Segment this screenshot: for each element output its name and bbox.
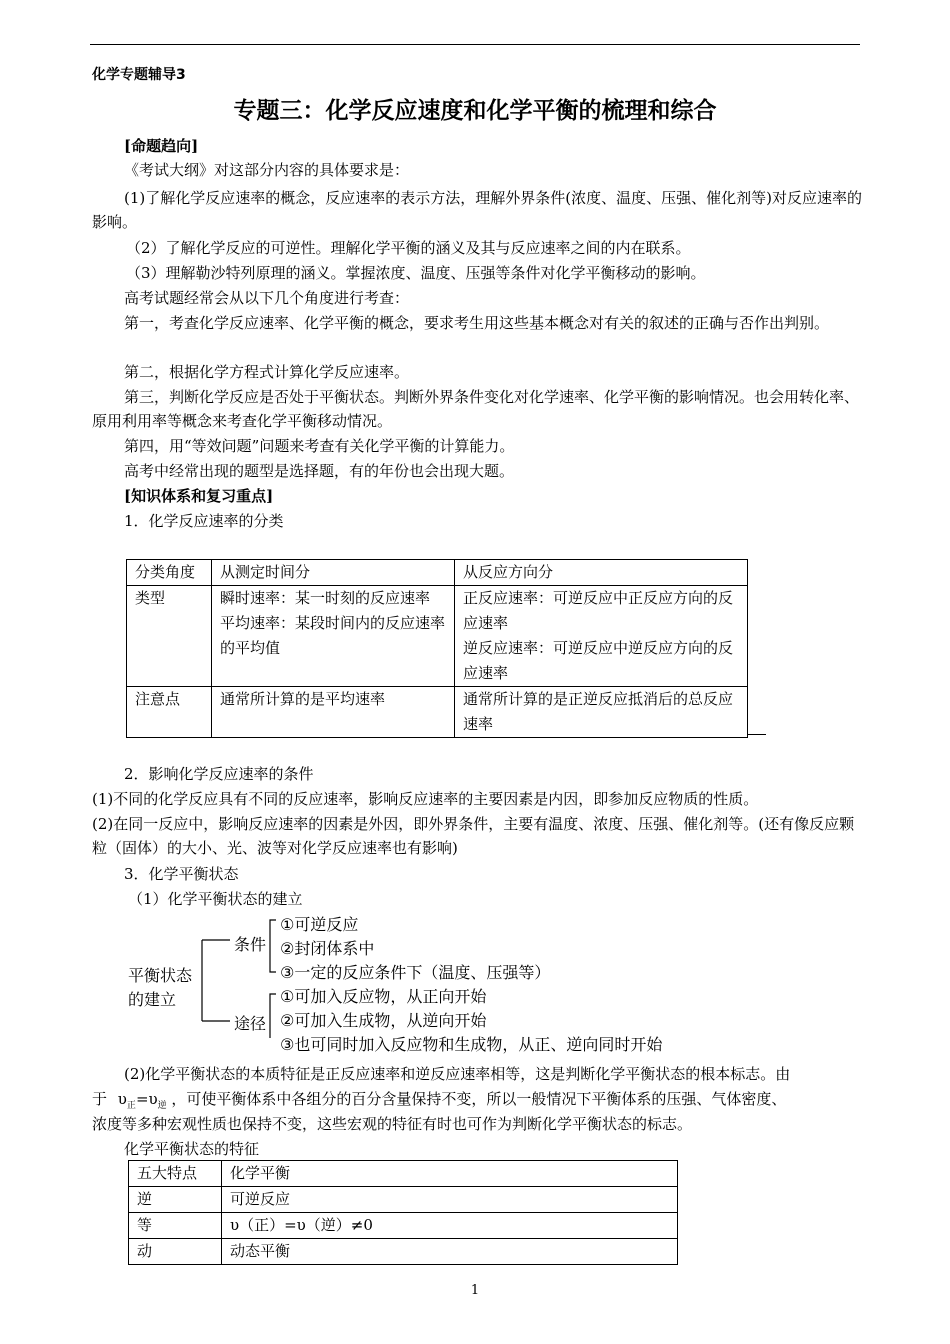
page-number: 1 xyxy=(470,1283,480,1298)
paragraph: (1)不同的化学反应具有不同的反应速率，影响反应速率的主要因素是内因，即参加反应物质的性质。 xyxy=(92,790,759,808)
paragraph: 高考中经常出现的题型是选择题，有的年份也会出现大题。 xyxy=(124,462,515,480)
table-cell xyxy=(455,586,748,687)
paragraph: 第二，根据化学方程式计算化学反应速率。 xyxy=(124,363,410,381)
section-label-trend: [命题趋向] xyxy=(124,137,199,155)
paragraph: 《考试大纲》对这部分内容的具体要求是： xyxy=(124,161,410,179)
paragraph: 第一，考查化学反应速率、化学平衡的概念，要求考生用这些基本概念对有关的叙述的正确与否作出判别。 xyxy=(124,314,830,332)
heading-1: 1．化学反应速率的分类 xyxy=(124,512,284,530)
condition-list xyxy=(280,913,550,985)
cell-line: 正反应速率：可逆反应中正反应方向的反应速率 xyxy=(463,589,734,632)
paragraph: 于 $\upsilon_正=\upsilon_逆$ ，可使平衡体系中各组分的百分含量保持不变，所以一般情况下平衡体系的压强、气体密度、 xyxy=(92,1090,787,1111)
cell-line: 瞬时速率：某一时刻的反应速率 xyxy=(220,589,431,607)
table-cell: υ（正）=υ（逆）≠0 xyxy=(222,1213,678,1239)
paragraph: 浓度等多种宏观性质也保持不变，这些宏观的特征有时也可作为判断化学平衡状态的标志。 xyxy=(92,1115,693,1133)
paragraph: 第三，判断化学反应是否处于平衡状态。判断外界条件变化对化学速率、化学平衡的影响情况。也会用转化率、原用利用率等概念来考查化学平衡移动情况。 xyxy=(92,388,860,430)
table-header: 从反应方向分 xyxy=(455,560,748,586)
table-cell: 类型 xyxy=(127,586,212,687)
table-cell: 注意点 xyxy=(127,687,212,738)
paragraph: 高考试题经常会从以下几个角度进行考查： xyxy=(124,289,410,307)
list-item: ①可加入反应物，从正向开始 xyxy=(280,987,487,1006)
paragraph: (2)在同一反应中，影响反应速率的因素是外因，即外界条件，主要有温度、浓度、压强、催化剂等。(还有像反应颗粒（固体）的大小、光、波等对化学反应速率也有影响) xyxy=(92,815,855,857)
branch-conditions: 条件 xyxy=(234,935,267,954)
heading-4: 化学平衡状态的特征 xyxy=(124,1140,260,1158)
table-header: 从测定时间分 xyxy=(212,560,455,586)
paragraph: （3）理解勒沙特列原理的涵义。掌握浓度、温度、压强等条件对化学平衡移动的影响。 xyxy=(126,264,706,282)
table-header: 五大特点 xyxy=(129,1161,222,1187)
paragraph: 第四，用“等效问题”问题来考查有关化学平衡的计算能力。 xyxy=(124,437,515,455)
table-cell: 等 xyxy=(129,1213,222,1239)
cell-line: 逆反应速率：可逆反应中逆反应方向的反应速率 xyxy=(463,639,734,682)
section-label-knowledge: [知识体系和复习重点] xyxy=(124,487,274,505)
cell-line: 平均速率：某段时间内的反应速率的平均值 xyxy=(220,614,446,657)
page-title: 专题三：化学反应速度和化学平衡的梳理和综合 xyxy=(233,98,717,124)
rate-classification-table xyxy=(126,559,748,738)
table-header: 化学平衡 xyxy=(222,1161,678,1187)
table-cell: 可逆反应 xyxy=(222,1187,678,1213)
table-header: 分类角度 xyxy=(127,560,212,586)
heading-3a: （1）化学平衡状态的建立 xyxy=(128,890,303,908)
heading-3: 3．化学平衡状态 xyxy=(124,865,239,883)
paragraph: (2)化学平衡状态的本质特征是正反应速率和逆反应速率相等，这是判断化学平衡状态的根本标志。由 xyxy=(124,1065,791,1083)
list-item: ②可加入生成物，从逆向开始 xyxy=(280,1011,487,1030)
list-item: ②封闭体系中 xyxy=(280,939,375,958)
table-cell: 动态平衡 xyxy=(222,1239,678,1265)
equilibrium-features-table xyxy=(128,1160,678,1265)
paragraph: (1)了解化学反应速率的概念，反应速率的表示方法，理解外界条件(浓度、温度、压强、催化剂等)对反应速率的影响。 xyxy=(92,189,862,231)
table-cell: 逆 xyxy=(129,1187,222,1213)
table-cell: 动 xyxy=(129,1239,222,1265)
table-rule-extension xyxy=(748,734,766,735)
list-item: ①可逆反应 xyxy=(280,915,359,934)
heading-2: 2．影响化学反应速率的条件 xyxy=(124,765,314,783)
list-item: ③也可同时加入反应物和生成物，从正、逆向同时开始 xyxy=(280,1035,663,1054)
branch-paths: 途径 xyxy=(234,1014,267,1033)
doc-header: 化学专题辅导3 xyxy=(92,67,186,83)
table-cell: 通常所计算的是正逆反应抵消后的总反应速率 xyxy=(455,687,748,738)
paragraph: （2）了解化学反应的可逆性。理解化学平衡的涵义及其与反应速率之间的内在联系。 xyxy=(126,239,691,257)
list-item: ③一定的反应条件下（温度、压强等） xyxy=(280,963,551,982)
diagram-root: 平衡状态 的建立 xyxy=(128,966,193,1009)
header-rule xyxy=(90,44,860,45)
path-list xyxy=(280,985,662,1057)
table-cell xyxy=(212,586,455,687)
table-cell: 通常所计算的是平均速率 xyxy=(212,687,455,738)
